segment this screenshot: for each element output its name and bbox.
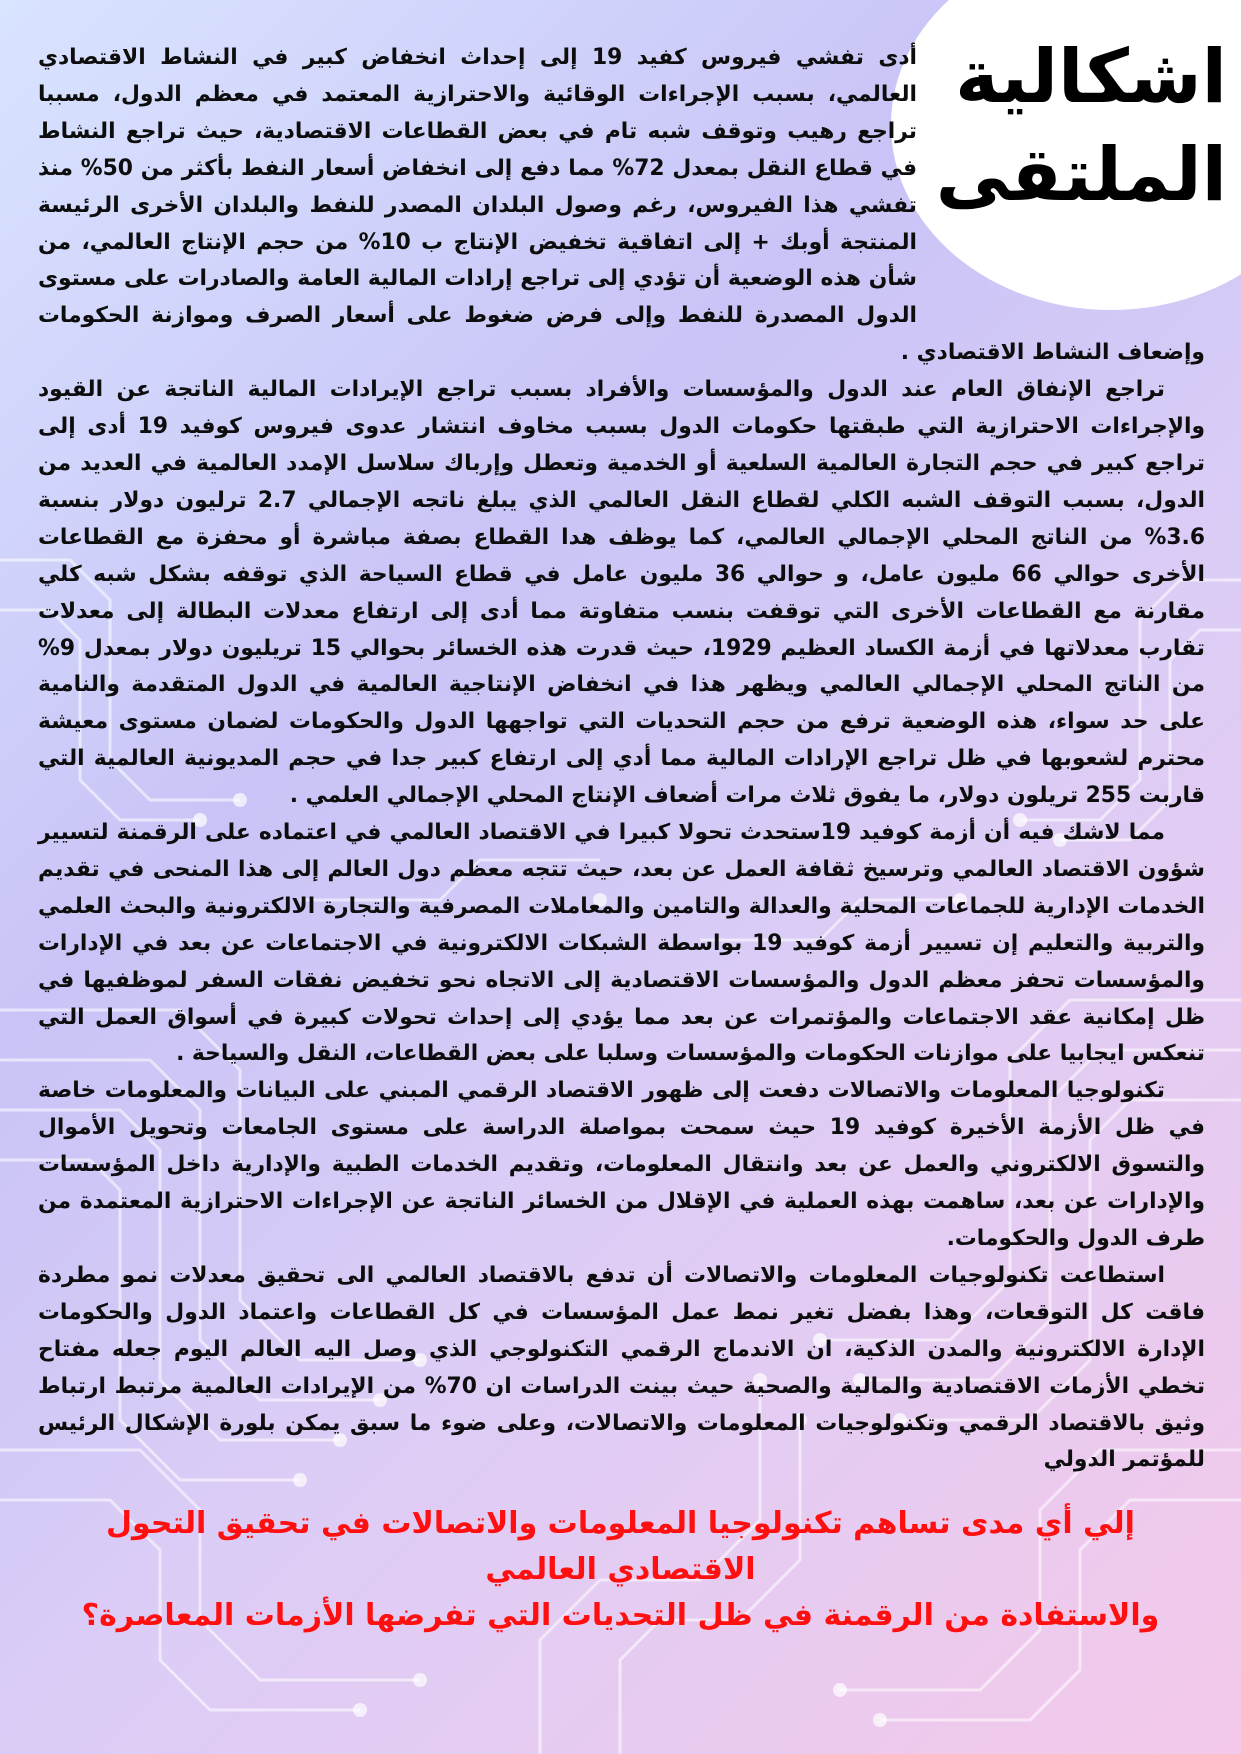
title-float-spacer (917, 40, 1205, 304)
research-question (40, 1501, 1201, 1639)
question-line-2: والاستفادة من الرقمنة في ظل التحديات التي تفرضها الأزمات المعاصرة؟ (81, 1598, 1160, 1633)
title-line-1: اشكالية (955, 34, 1227, 120)
body-text (38, 40, 1205, 1479)
paragraph-2: تراجع الإنفاق العام عند الدول والمؤسسات والأفراد بسبب تراجع الإيرادات المالية الناتجة عن القيود والإجراءات الاحترازية التي طبقتها حكومات الدول بسبب مخاوف انتشار عدوى فيروس كوفيد 19 أدى إلى تراجع كبير في حجم التجارة العالمية السلعية أو الخدمية وتعطل وإرباك سلاسل الإمدد العالمية في العديد من الدول، بسبب التوقف الشبه الكلي لقطاع النقل العالمي الذي يبلغ ناتجه الإجمالي 2.7 ترليون دولار بنسبة 3.6% من الناتج المحلي الإجمالي العالمي، كما يوظف هدا القطاع بصفة مباشرة أو محفزة مع القطاعات الأخرى حوالي 66 مليون عامل، و حوالي 36 مليون عامل في قطاع السياحة الذي توقفه بشكل شبه كلي مقارنة مع القطاعات الأخرى التي توقفت بنسب متفاوتة مما أدى إلى ارتفاع معدلات البطالة إلى معدلات تقارب معدلاتها في أزمة الكساد العظيم 1929، حيث قدرت هذه الخسائر بحوالي 15 تريليون دولار بمعدل 9% من الناتج المحلي الإجمالي العالمي ويظهر هذا في انخفاض الإنتاجية العالمية في الدول المتقدمة والنامية على حد سواء، هذه الوضعية ترفع من حجم التحديات التي تواجهها الدول والحكومات لضمان مستوى معيشة محترم لشعوبها في ظل تراجع الإرادات المالية مما أدي إلى ارتفاع كبير جدا في حجم المديونية العالمية التي قاربت 255 تريلون دولار، ما يفوق ثلاث مرات أضعاف الإنتاج المحلي الإجمالي العلمي . (38, 377, 1205, 809)
paragraph-3: مما لاشك فيه أن أزمة كوفيد 19ستحدث تحولا كبيرا في الاقتصاد العالمي في اعتماده على الرقمنة لتسيير شؤون الاقتصاد العالمي وترسيخ ثقافة العمل عن بعد، حيث تتجه معظم دول العالم إلى هذا المنحى في تقديم الخدمات الإدارية للجماعات المحلية والعدالة والتامين والمعاملات المصرفية والتجارة الالكترونية والبحث العلمي والتربية والتعليم إن تسيير أزمة كوفيد 19 بواسطة الشبكات الالكترونية في الاجتماعات عن بعد في الإدارات والمؤسسات تحفز معظم الدول والمؤسسات الاقتصادية إلى الاتجاه نحو تخفيض نفقات السفر لموظفيها في ظل إمكانية عقد الاجتماعات والمؤتمرات عن بعد مما يؤدي إلى إحداث تحولات كبيرة في أسواق العمل التي تنعكس ايجابيا على موازنات الحكومات والمؤسسات وسلبا على بعض القطاعات، النقل والسياحة . (38, 820, 1206, 1067)
paragraph-4: تكنولوجيا المعلومات والاتصالات دفعت إلى ظهور الاقتصاد الرقمي المبني على البيانات والمعلومات خاصة في ظل الأزمة الأخيرة كوفيد 19 حيث سمحت بمواصلة الدراسة على مستوى الجامعات وتحويل الأموال والتسوق الالكتروني والعمل عن بعد وانتقال المعلومات، وتقديم الخدمات الطبية والإدارية داخل المؤسسات والإدارات عن بعد، ساهمت بهذه العملية في الإقلال من الخسائر الناتجة عن الإجراءات الاحترازية المعتمدة من طرف الدول والحكومات. (38, 1078, 1206, 1251)
title-line-2: الملتقى (935, 132, 1227, 218)
paragraph-5: استطاعت تكنولوجيات المعلومات والاتصالات أن تدفع بالاقتصاد العالمي الى تحقيق معدلات نمو مطردة فاقت كل التوقعات، وهذا بفضل تغير نمط عمل المؤسسات في كل القطاعات واعتماد الدول والحكومات الإدارة الالكترونية والمدن الذكية، ان الاندماج الرقمي التكنولوجي الذي وصل اليه العالم اليوم جعله مفتاح تخطي الأزمات الاقتصادية والمالية والصحية حيث بينت الدراسات ان 70% من الإيرادات العالمية مرتبط ارتباط وثيق بالاقتصاد الرقمي وتكنولوجيات المعلومات والاتصالات، وعلى ضوء ما سبق يمكن بلورة الإشكال الرئيس للمؤتمر الدولي (38, 1262, 1206, 1473)
question-line-1: إلي أي مدى تساهم تكنولوجيا المعلومات والاتصالات في تحقيق التحول الاقتصادي العالمي (106, 1506, 1135, 1587)
paragraph-1: أدى تفشي فيروس كفيد 19 إلى إحداث انخفاض كبير في النشاط الاقتصادي العالمي، بسبب الإجراءات الوقائية والاحترازية المعتمد في معظم الدول، مسببا تراجع رهيب وتوقف شبه تام في بعض القطاعات الاقتصادية، حيث تراجع النشاط في قطاع النقل بمعدل 72% مما دفع إلى انخفاض أسعار النفط بأكثر من 50% منذ تفشي هذا الفيروس، رغم وصول البلدان المصدر للنفط والبلدان الأخرى الرئيسة المنتجة أوبك + إلى اتفاقية تخفيض الإنتاج ب 10% من حجم الإنتاج العالمي، من شأن هذه الوضعية أن تؤدي إلى تراجع إرادات المالية العامة والصادرات على مستوى الدول المصدرة للنفط وإلى فرض ضغوط على أسعار الصرف وموازنة الحكومات وإضعاف النشاط الاقتصادي . (38, 45, 1205, 366)
